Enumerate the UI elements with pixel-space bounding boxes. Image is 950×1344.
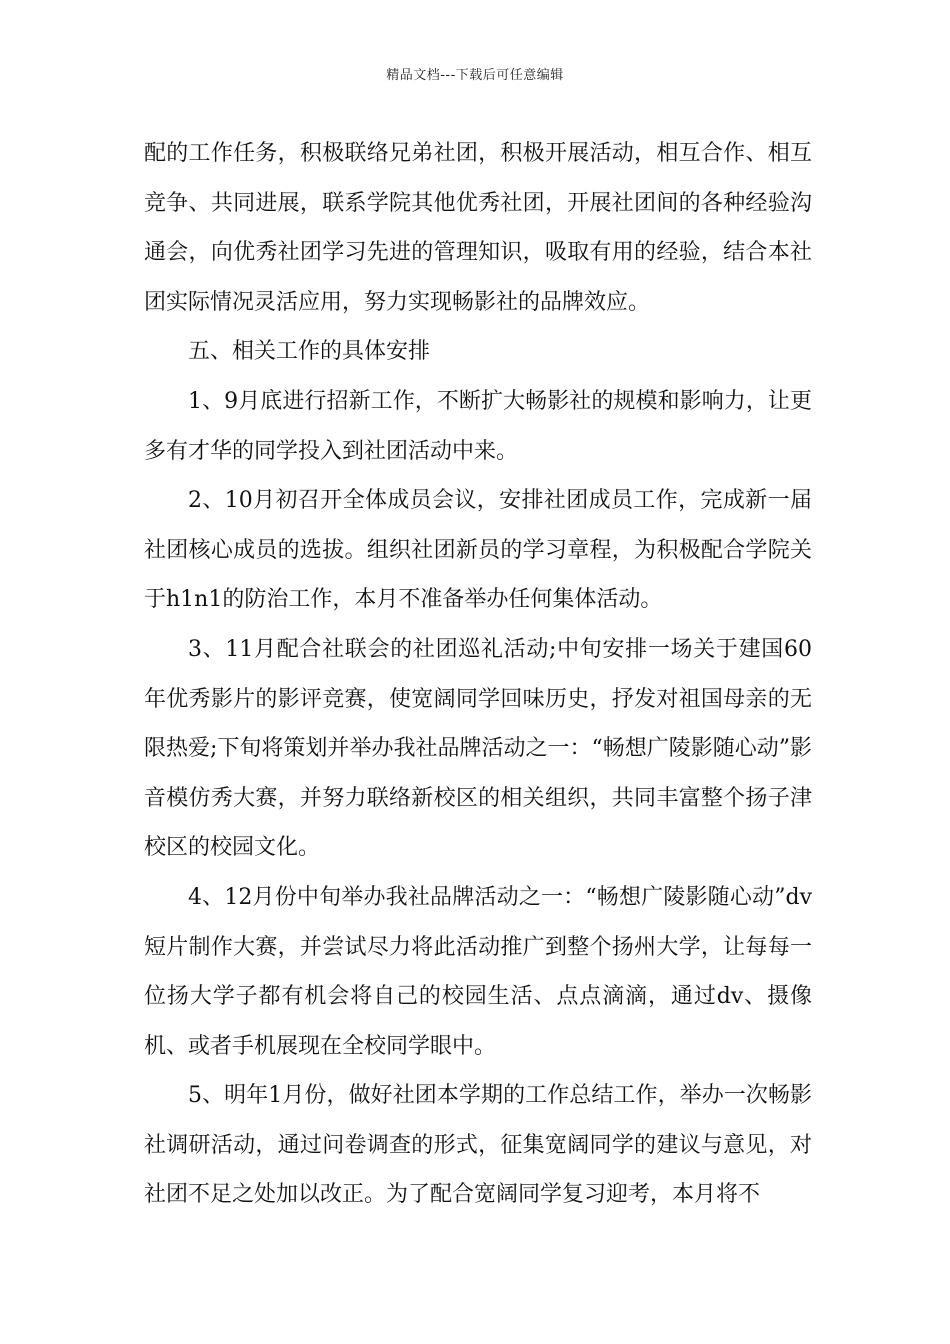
paragraph-item-1: 1、9月底进行招新工作，不断扩大畅影社的规模和影响力，让更多有才华的同学投入到社团活动中来。 (144, 388, 812, 464)
paragraph-item-3: 3、11月配合社联会的社团巡礼活动;中旬安排一场关于建国60年优秀影片的影评竞赛，使宽阔同学回味历史，抒发对祖国母亲的无限热爱;下旬将策划并举办我社品牌活动之一：“畅想广陵影随心动”影音模仿秀大赛，并努力联络新校区的相关组织，共同丰富整个扬子津校区的校园文化。 (144, 636, 812, 861)
document-body (144, 129, 812, 1220)
section-heading: 五、相关工作的具体安排 (188, 339, 431, 365)
paragraph-continued: 配的工作任务，积极联络兄弟社团，积极开展活动，相互合作、相互竞争、共同进展，联系学院其他优秀社团，开展社团间的各种经验沟通会，向优秀社团学习先进的管理知识，吸取有用的经验，结合本社团实际情况灵活应用，努力实现畅影社的品牌效应。 (144, 141, 812, 315)
paragraph-item-4: 4、12月份中旬举办我社品牌活动之一：“畅想广陵影随心动”dv短片制作大赛，并尝试尽力将此活动推广到整个扬州大学，让每每一位扬大学子都有机会将自己的校园生活、点点滴滴，通过dv、摄像机、或者手机展现在全校同学眼中。 (144, 884, 812, 1059)
paragraph-item-5: 5、明年1月份，做好社团本学期的工作总结工作，举办一次畅影社调研活动，通过问卷调查的形式，征集宽阔同学的建议与意见，对社团不足之处加以改正。为了配合宽阔同学复习迎考，本月将不 (144, 1083, 812, 1208)
page-header: 精品文档---下载后可任意编辑 (386, 68, 564, 83)
paragraph-item-2: 2、10月初召开全体成员会议，安排社团成员工作，完成新一届社团核心成员的选拔。组织社团新员的学习章程，为积极配合学院关于h1n1的防治工作，本月不准备举办任何集体活动。 (144, 488, 812, 613)
